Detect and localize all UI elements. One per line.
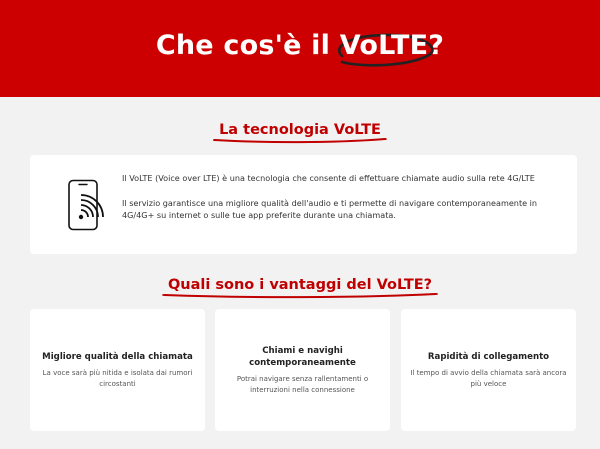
advantage-card-call-and-browse — [215, 309, 390, 431]
technology-paragraph-2: Il servizio garantisce una migliore qualità dell'audio e ti permette di navigare contemporaneamente in 4G/4G+ su internet o sulle tue app preferite durante una chiamata. — [122, 197, 538, 220]
advantage-description: Il tempo di avvio della chiamata sarà ancora più veloce — [410, 368, 567, 388]
hero-title-suffix: ? — [428, 30, 445, 61]
advantage-card-connection-speed — [401, 309, 576, 431]
advantage-description: La voce sarà più nitida e isolata dai rumori circostanti — [42, 368, 193, 388]
technology-info-card — [30, 155, 577, 254]
technology-paragraph-1: Il VoLTE (Voice over LTE) è una tecnologia che consente di effettuare chiamate audio sulla rete 4G/LTE — [122, 173, 535, 183]
hero-title — [0, 30, 600, 61]
advantage-description: Potrai navigare senza rallentamenti o interruzioni nella connessione — [236, 374, 369, 394]
hero-title-prefix: Che cos'è il — [155, 30, 340, 61]
red-underline-icon — [213, 137, 387, 145]
technology-section-title — [0, 122, 600, 138]
advantages-section-title — [0, 277, 600, 293]
advantage-title: Chiami e navighi contemporaneamente — [249, 345, 356, 368]
technology-title-text: La tecnologia VoLTE — [219, 122, 381, 138]
technology-description — [122, 172, 557, 222]
phone-signal-icon — [67, 179, 107, 231]
advantages-title-text: Quali sono i vantaggi del VoLTE? — [167, 277, 433, 293]
advantage-card-call-quality — [30, 309, 205, 431]
advantage-title: Rapidità di collegamento — [427, 351, 550, 362]
hero-title-highlight — [340, 30, 429, 61]
hero-banner — [0, 0, 600, 97]
red-underline-icon — [162, 292, 438, 300]
hero-title-highlight-text: VoLTE — [339, 30, 429, 61]
advantage-title: Migliore qualità della chiamata — [42, 351, 193, 362]
